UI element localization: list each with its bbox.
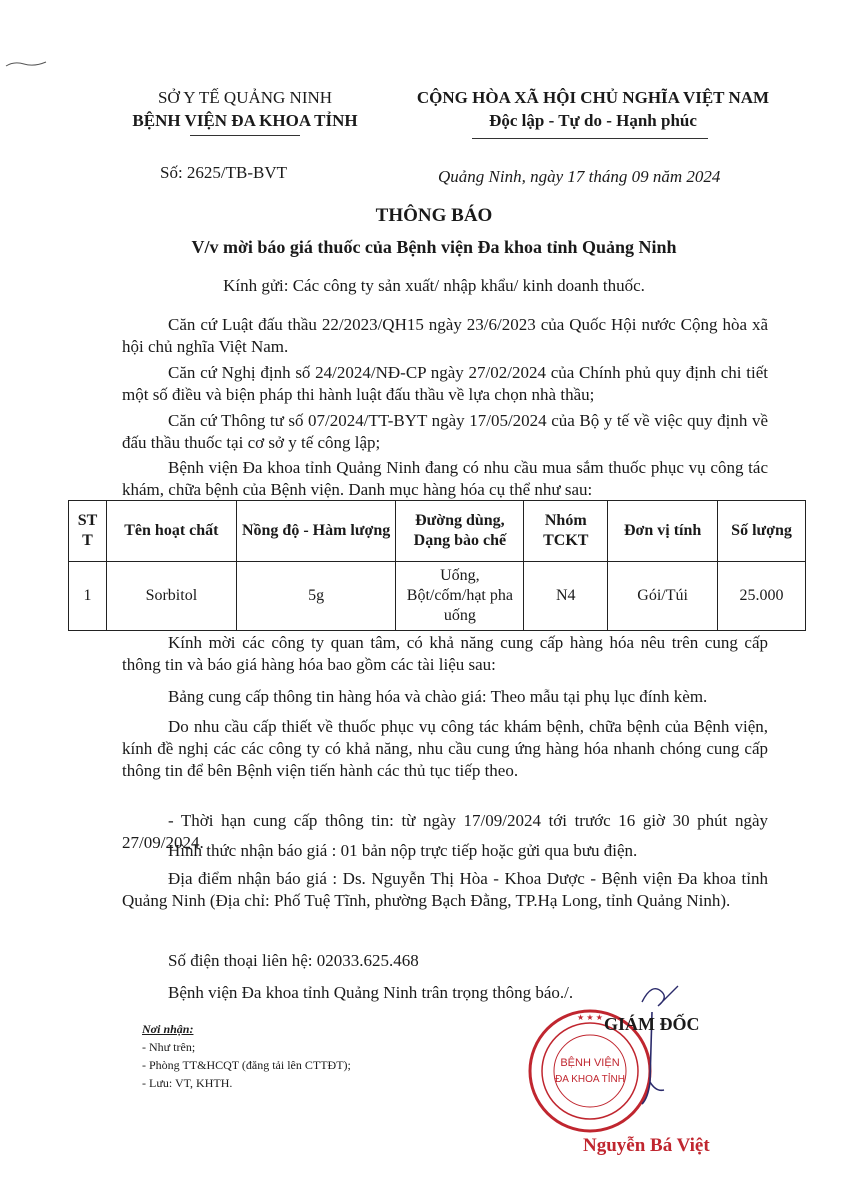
table-cell: 25.000 — [718, 562, 806, 631]
national-motto — [388, 86, 798, 132]
column-header: Nhóm TCKT — [524, 501, 608, 562]
place-date: Quảng Ninh, ngày 17 tháng 09 năm 2024 — [438, 167, 721, 186]
table-cell: 5g — [236, 562, 396, 631]
org-line-1: SỞ Y TẾ QUẢNG NINH — [157, 88, 333, 107]
signer-position: GIÁM ĐỐC — [604, 1014, 700, 1034]
body-paragraph: Bệnh viện Đa khoa tỉnh Quảng Ninh trân trọng thông báo./. — [168, 983, 574, 1002]
svg-text:★ ★ ★: ★ ★ ★ — [577, 1013, 603, 1022]
basis-paragraph: Căn cứ Thông tư số 07/2024/TT-BYT ngày 17/05/2024 của Bộ y tế về việc quy định về đấu thầu thuốc tại cơ sở y tế công lập; — [122, 411, 768, 452]
body-paragraph: Số điện thoại liên hệ: 02033.625.468 — [168, 951, 419, 970]
body-paragraph: Bảng cung cấp thông tin hàng hóa và chào giá: Theo mẫu tại phụ lục đính kèm. — [168, 687, 708, 706]
table-cell: 1 — [69, 562, 107, 631]
body-paragraph: Địa điểm nhận báo giá : Ds. Nguyễn Thị Hòa - Khoa Dược - Bệnh viện Đa khoa tỉnh Quảng Ninh (Địa chỉ: Phố Tuệ Tĩnh, phường Bạch Đằng, TP.Hạ Long, tỉnh Quảng Ninh). — [122, 869, 768, 910]
column-header: Số lượng — [718, 501, 806, 562]
basis-paragraph: Bệnh viện Đa khoa tỉnh Quảng Ninh đang có nhu cầu mua sắm thuốc phục vụ công tác khám, chữa bệnh của Bệnh viện. Danh mục hàng hóa cụ thể như sau: — [122, 458, 768, 499]
column-header: Tên hoạt chất — [106, 501, 236, 562]
motto-underline — [472, 138, 708, 139]
handwritten-signature — [612, 972, 684, 1112]
table-cell: Sorbitol — [106, 562, 236, 631]
column-header: Đường dùng, Dạng bào chế — [396, 501, 524, 562]
body-paragraph: - Thời hạn cung cấp thông tin: từ ngày 17/09/2024 tới trước 16 giờ 30 phút ngày 27/09/2024. — [122, 811, 768, 852]
addressee: Kính gửi: Các công ty sản xuất/ nhập khẩu/ kinh doanh thuốc. — [223, 276, 645, 295]
table-header-row — [69, 501, 806, 562]
recipient-item: - Lưu: VT, KHTH. — [142, 1076, 233, 1090]
column-header: Đơn vị tính — [608, 501, 718, 562]
recipients-list — [142, 1020, 351, 1092]
issuing-organization — [100, 86, 390, 132]
column-header: ST T — [69, 501, 107, 562]
body-paragraph: Do nhu cầu cấp thiết về thuốc phục vụ công tác khám bệnh, chữa bệnh của Bệnh viện, kính đề nghị các các công ty có khả năng, nhu cầu cung ứng hàng hóa nhanh chóng cung cấp thông tin để bên Bệnh viện tiến hành các thủ tục tiếp theo. — [122, 717, 768, 780]
table-cell: N4 — [524, 562, 608, 631]
scan-mark — [4, 60, 48, 68]
goods-table — [68, 500, 806, 631]
basis-paragraph: Căn cứ Nghị định số 24/2024/NĐ-CP ngày 27/02/2024 của Chính phủ quy định chi tiết một số điều và biện pháp thi hành luật đấu thầu về lựa chọn nhà thầu; — [122, 363, 768, 404]
column-header: Nồng độ - Hàm lượng — [236, 501, 396, 562]
table-cell: Gói/Túi — [608, 562, 718, 631]
svg-text:ĐA KHOA TỈNH: ĐA KHOA TỈNH — [555, 1074, 625, 1085]
recipient-item: - Như trên; — [142, 1040, 196, 1054]
document-title: THÔNG BÁO — [375, 205, 493, 226]
nation-line-2: Độc lập - Tự do - Hạnh phúc — [489, 111, 697, 130]
svg-text:BỆNH VIỆN: BỆNH VIỆN — [560, 1057, 620, 1069]
signer-name: Nguyễn Bá Việt — [583, 1135, 710, 1156]
recipient-item: - Phòng TT&HCQT (đăng tải lên CTTĐT); — [142, 1058, 351, 1072]
recipients-title: Nơi nhận: — [142, 1022, 194, 1036]
table-cell: Uống, Bột/cốm/hạt pha uống — [396, 562, 524, 631]
body-paragraph: Hình thức nhận báo giá : 01 bản nộp trực tiếp hoặc gửi qua bưu điện. — [168, 841, 638, 860]
org-underline — [190, 135, 300, 136]
nation-line-1: CỘNG HÒA XÃ HỘI CHỦ NGHĨA VIỆT NAM — [416, 88, 770, 107]
document-subtitle: V/v mời báo giá thuốc của Bệnh viện Đa khoa tỉnh Quảng Ninh — [191, 237, 677, 257]
body-paragraph: Kính mời các công ty quan tâm, có khả năng cung cấp hàng hóa nêu trên cung cấp thông tin và báo giá hàng hóa bao gồm các tài liệu sau: — [122, 633, 768, 674]
table-row — [69, 562, 806, 631]
basis-paragraph: Căn cứ Luật đấu thầu 22/2023/QH15 ngày 23/6/2023 của Quốc Hội nước Cộng hòa xã hội chủ nghĩa Việt Nam. — [122, 315, 768, 356]
org-line-2: BỆNH VIỆN ĐA KHOA TỈNH — [132, 111, 358, 130]
document-number: Số: 2625/TB-BVT — [160, 163, 288, 182]
